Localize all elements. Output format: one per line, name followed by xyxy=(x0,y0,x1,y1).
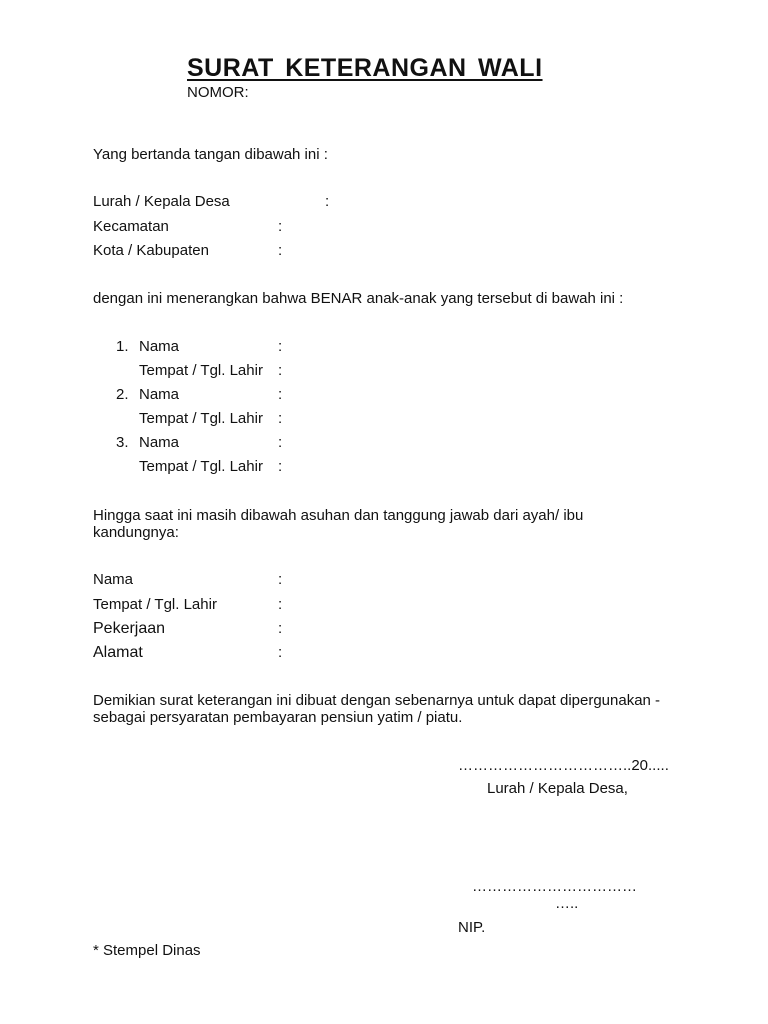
stamp-footnote: * Stempel Dinas xyxy=(93,942,201,959)
child-number: 2. xyxy=(116,386,129,403)
child-birth-colon: : xyxy=(278,362,283,379)
child-name-label: Nama xyxy=(139,434,180,451)
signer-statement: Yang bertanda tangan dibawah ini : xyxy=(93,146,328,163)
guardian-birth-label: Tempat / Tgl. Lahir xyxy=(93,596,217,613)
guardian-address-label: Alamat xyxy=(93,644,143,661)
guardian-job-label: Pekerjaan xyxy=(93,620,166,637)
custody-statement: Hingga saat ini masih dibawah asuhan dan tanggung jawab dari ayah/ ibu kandungnya: xyxy=(93,507,584,541)
signer-name-line-continuation: ….. xyxy=(555,895,579,912)
closing-statement: Demikian surat keterangan ini dibuat dengan sebenarnya untuk dapat dipergunakan - sebagai persyaratan pembayaran pensiun yatim / piatu. xyxy=(93,692,661,726)
child-name-colon: : xyxy=(278,338,283,355)
nip-label: NIP. xyxy=(458,919,486,936)
declaration-text: dengan ini menerangkan bahwa BENAR anak-anak yang tersebut di bawah ini : xyxy=(93,290,624,307)
child-number: 1. xyxy=(116,338,129,355)
guardian-address-colon: : xyxy=(278,644,283,661)
document-title: SURAT KETERANGAN WALI xyxy=(187,54,543,82)
guardian-name-label: Nama xyxy=(93,571,134,588)
kota-label: Kota / Kabupaten xyxy=(93,242,209,259)
child-birth-label: Tempat / Tgl. Lahir xyxy=(139,458,263,475)
guardian-job-colon: : xyxy=(278,620,283,637)
document-number-label: NOMOR: xyxy=(187,84,249,101)
child-number: 3. xyxy=(116,434,129,451)
signer-name-line: …………………………… xyxy=(472,878,637,895)
date-line: ……………………………..20..... xyxy=(458,757,669,774)
child-birth-label: Tempat / Tgl. Lahir xyxy=(139,410,263,427)
child-birth-colon: : xyxy=(278,410,283,427)
kecamatan-colon: : xyxy=(278,218,283,235)
lurah-label: Lurah / Kepala Desa xyxy=(93,193,230,210)
guardian-name-colon: : xyxy=(278,571,283,588)
signer-title: Lurah / Kepala Desa, xyxy=(487,780,628,797)
lurah-colon: : xyxy=(325,193,330,210)
kota-colon: : xyxy=(278,242,283,259)
child-name-colon: : xyxy=(278,434,283,451)
child-birth-colon: : xyxy=(278,458,283,475)
child-name-colon: : xyxy=(278,386,283,403)
kecamatan-label: Kecamatan xyxy=(93,218,169,235)
child-birth-label: Tempat / Tgl. Lahir xyxy=(139,362,263,379)
guardian-birth-colon: : xyxy=(278,596,283,613)
child-name-label: Nama xyxy=(139,386,180,403)
child-name-label: Nama xyxy=(139,338,180,355)
